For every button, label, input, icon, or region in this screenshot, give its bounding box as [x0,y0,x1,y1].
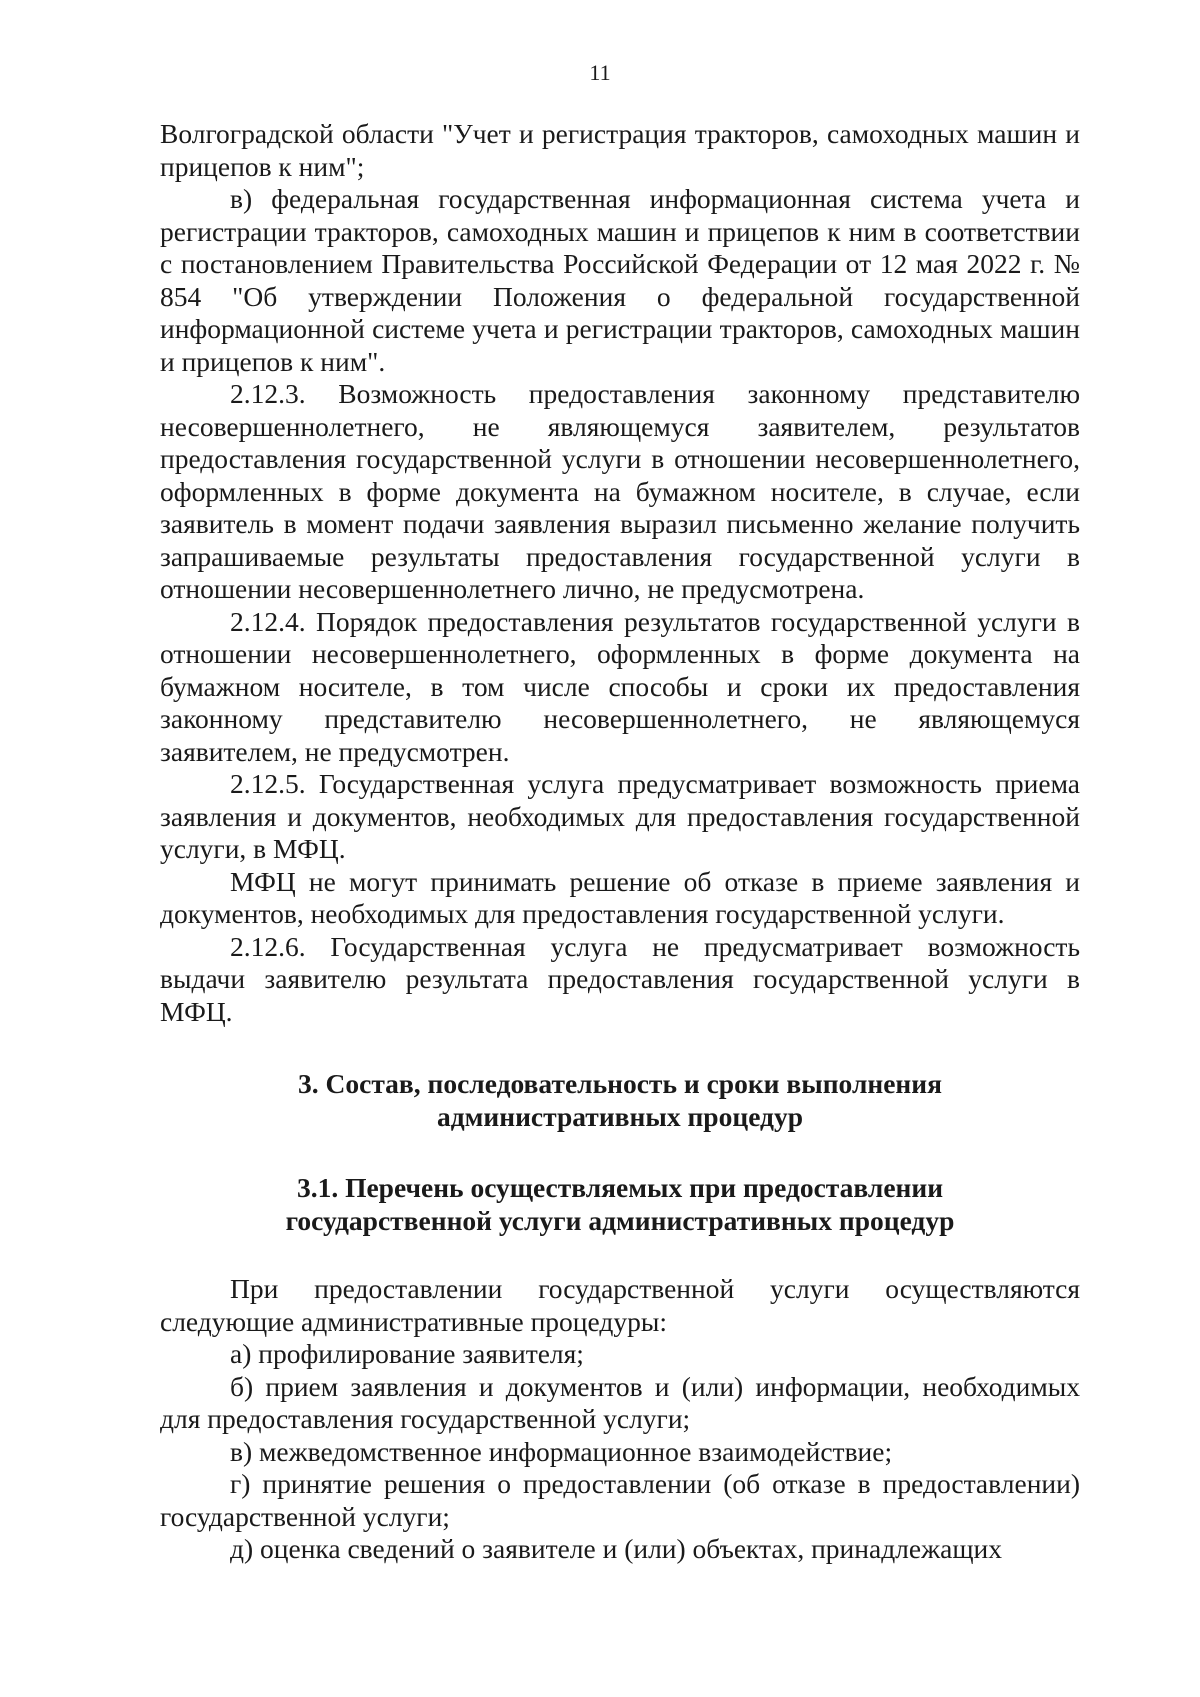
list-item-d: д) оценка сведений о заявителе и (или) объектах, принадлежащих [230,1533,1002,1564]
subsection-heading-line-2: государственной услуги административных процедур [285,1205,955,1236]
paragraph-continuation: Волгоградской области "Учет и регистрация тракторов, самоходных машин и прицепов к ним"; [160,118,1080,182]
bottom-paragraphs [160,1273,1080,1566]
paragraph-2-12-5: 2.12.5. Государственная услуга предусматривает возможность приема заявления и документов, необходимых для предоставления государственной услуги, в МФЦ. [160,768,1080,864]
list-item-b: б) прием заявления и документов и (или) информации, необходимых для предоставления государственной услуги; [160,1370,1080,1434]
paragraph-item-v: в) федеральная государственная информационная система учета и регистрации тракторов, самоходных машин и прицепов к ним в соответствии с постановлением Правительства Российской Федерации от 12 мая 2022 г. № 854 "Об утверждении Положения о федеральной государственной информационной системе учета и регистрации тракторов, самоходных машин и прицепов к ним". [160,183,1080,377]
paragraph-mfc: МФЦ не могут принимать решение об отказе в приеме заявления и документов, необходимых для предоставления государственной услуги. [160,865,1080,929]
paragraph-2-12-6: 2.12.6. Государственная услуга не предусматривает возможность выдачи заявителю результата предоставления государственной услуги в МФЦ. [160,930,1080,1027]
list-item-v: в) межведомственное информационное взаимодействие; [230,1435,893,1467]
section-heading [160,1067,1080,1133]
section-heading-line-1: 3. Состав, последовательность и сроки выполнения [298,1068,942,1099]
paragraph-2-12-3: 2.12.3. Возможность предоставления законному представителю несовершеннолетнего, не являющемуся заявителем, результатов предоставления государственной услуги в отношении несовершеннолетнего, оформленных в форме документа на бумажном носителе, в случае, если заявитель в момент подачи заявления выразил письменно желание получить запрашиваемые результаты предоставления государственной услуги в отношении несовершеннолетнего лично, не предусмотрена. [160,378,1080,604]
list-item-a: а) профилирование заявителя; [230,1338,584,1369]
subsection-heading [160,1171,1080,1237]
section-heading-line-2: административных процедур [437,1101,803,1132]
document-body [160,118,1080,1566]
page-number: 11 [589,60,611,85]
list-item-g: г) принятие решения о предоставлении (об отказе в предоставлении) государственной услуги; [160,1468,1080,1532]
top-paragraphs [160,118,1080,1028]
paragraph-procedures-intro: При предоставлении государственной услуги осуществляются следующие административные процедуры: [160,1273,1080,1337]
paragraph-2-12-4: 2.12.4. Порядок предоставления результатов государственной услуги в отношении несовершеннолетнего, оформленных в форме документа на бумажном носителе, в том числе способы и сроки их предоставления законному представителю несовершеннолетнего, не являющемуся заявителем, не предусмотрен. [160,605,1080,767]
subsection-heading-line-1: 3.1. Перечень осуществляемых при предоставлении [296,1172,944,1203]
